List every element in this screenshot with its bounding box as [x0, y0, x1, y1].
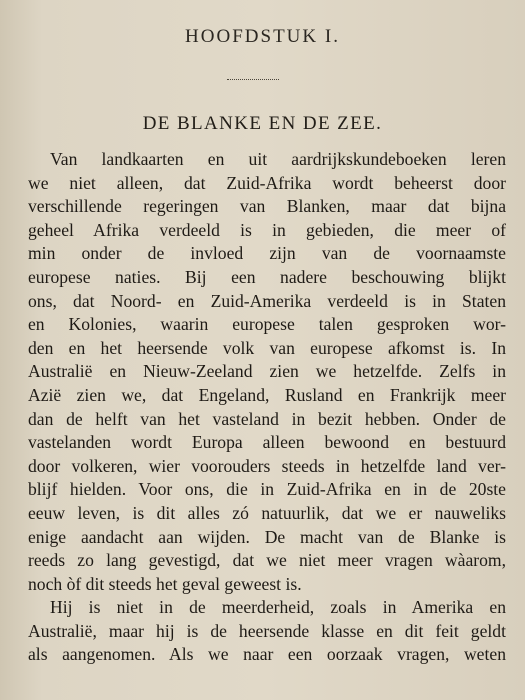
text-line: vastelanden wordt Europa alleen bewoond en bestuurd — [28, 432, 506, 453]
text-line: Azië zien we, dat Engeland, Rusland en Frankrijk meer — [28, 384, 506, 405]
text-line: min onder de invloed zijn van de voornaamste — [28, 243, 506, 264]
text-line: blijf hielden. Voor ons, die in Zuid-Afrika en in de 20ste — [28, 479, 506, 500]
paragraph-2 — [28, 596, 506, 667]
chapter-separator — [227, 79, 279, 80]
text-line: door volkeren, wier voorouders steeds in hetzelfde land ver- — [28, 455, 506, 476]
text-line: Van landkaarten en uit aardrijkskundeboeken leren — [50, 149, 506, 169]
text-line: en Kolonies, waarin europese talen gesproken wor- — [28, 314, 506, 335]
text-line: reeds zo lang gevestigd, dat we niet meer vragen wàarom, — [28, 550, 506, 571]
text-line: Australië, maar hij is de heersende klasse en dit feit geldt — [28, 620, 506, 641]
paragraph-1 — [28, 148, 506, 596]
text-line: eeuw leven, is dit alles zó natuurlik, dat we er nauweliks — [28, 502, 506, 523]
text-line: enige aandacht aan wijden. De macht van de Blanke is — [28, 526, 506, 547]
text-line: verschillende regeringen van Blanken, maar dat bijna — [28, 196, 506, 217]
text-line: als aangenomen. Als we naar een oorzaak vragen, weten — [28, 644, 506, 665]
text-line: den en het heersende volk van europese afkomst is. In — [28, 337, 506, 358]
text-line: europese naties. Bij een nadere beschouwing blijkt — [28, 266, 506, 287]
text-line: geheel Afrika verdeeld is in gebieden, die meer of — [28, 219, 506, 240]
body-text — [28, 148, 506, 667]
text-line: dan de helft van het vasteland in bezit hebben. Onder de — [28, 408, 506, 429]
text-line: Hij is niet in de meerderheid, zoals in Amerika en — [50, 597, 506, 618]
text-line: ons, dat Noord- en Zuid-Amerika verdeeld is in Staten — [28, 290, 506, 311]
chapter-heading: HOOFDSTUK I. — [185, 26, 340, 47]
text-line: noch òf dit steeds het geval geweest is. — [28, 573, 302, 594]
section-title: DE BLANKE EN DE ZEE. — [142, 113, 383, 134]
text-line: we niet alleen, dat Zuid-Afrika wordt beheerst door — [28, 172, 506, 193]
text-line: Australië en Nieuw-Zeeland zien we hetzelfde. Zelfs in — [28, 361, 506, 382]
